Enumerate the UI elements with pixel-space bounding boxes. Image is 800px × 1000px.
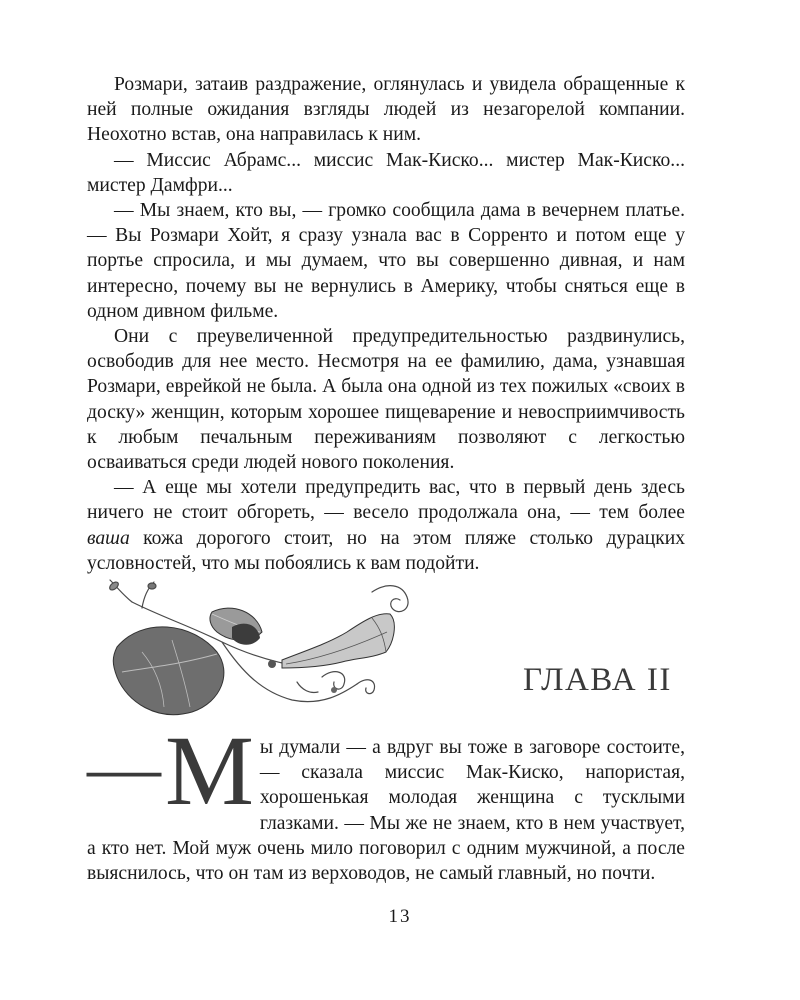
drop-cap-letter: М (165, 715, 254, 826)
drop-cap-dash: — (87, 727, 161, 809)
chapter-heading: ГЛАВА II (523, 662, 672, 698)
botanical-flower-icon (72, 572, 432, 732)
body-text (87, 72, 685, 576)
chapter-paragraph: ы думали — а вдруг вы тоже в заговоре состоите, — сказала миссис Мак-Киско, напористая, хорошенькая молодая женщина с тусклыми глазками. — Мы же не знаем, кто в нем участвует, а кто нет. Мой муж очень мило поговорил с одним мужчиной, а после выяснилось, что он там из верховодов, не самый главный, но почти. (87, 737, 685, 885)
paragraph-text: кожа дорогого стоит, но на этом пляже столько дурацких условностей, что мы побоялись к вам подойти. (87, 527, 685, 574)
drop-cap (87, 715, 254, 826)
paragraph: Розмари, затаив раздражение, оглянулась и увидела обращенные к ней полные ожидания взгляды людей из незагорелой компании. Неохотно встав, она направилась к ним. (87, 74, 685, 146)
chapter-opening (87, 715, 685, 886)
paragraph (87, 475, 685, 576)
page-number: 13 (388, 906, 412, 927)
paragraph-text: — А еще мы хотели предупредить вас, что в первый день здесь ничего не стоит обгореть, — весело продолжала она, — тем более (87, 477, 685, 524)
paragraph: Они с преувеличенной предупредительностью раздвинулись, освободив для нее место. Несмотря на ее фамилию, дама, узнавшая Розмари, еврейкой не была. А была она одной из тех пожилых «своих в доску» женщин, которым хорошее пищеварение и невосприимчивость к любым печальным переживаниям позволяют с легкостью осваиваться среди людей нового поколения. (87, 326, 685, 474)
paragraph: — Миссис Абрамс... миссис Мак-Киско... мистер Мак-Киско... мистер Дамфри... (87, 149, 685, 196)
emphasized-word: ваша (87, 527, 130, 549)
paragraph: — Мы знаем, кто вы, — громко сообщила дама в вечернем платье. — Вы Розмари Хойт, я сразу узнала вас в Сорренто и потом еще у портье спросила, и мы думаем, что вы совершенно дивная, и нам интересно, почему вы не вернулись в Америку, чтобы сняться еще в одном дивном фильме. (87, 200, 685, 322)
